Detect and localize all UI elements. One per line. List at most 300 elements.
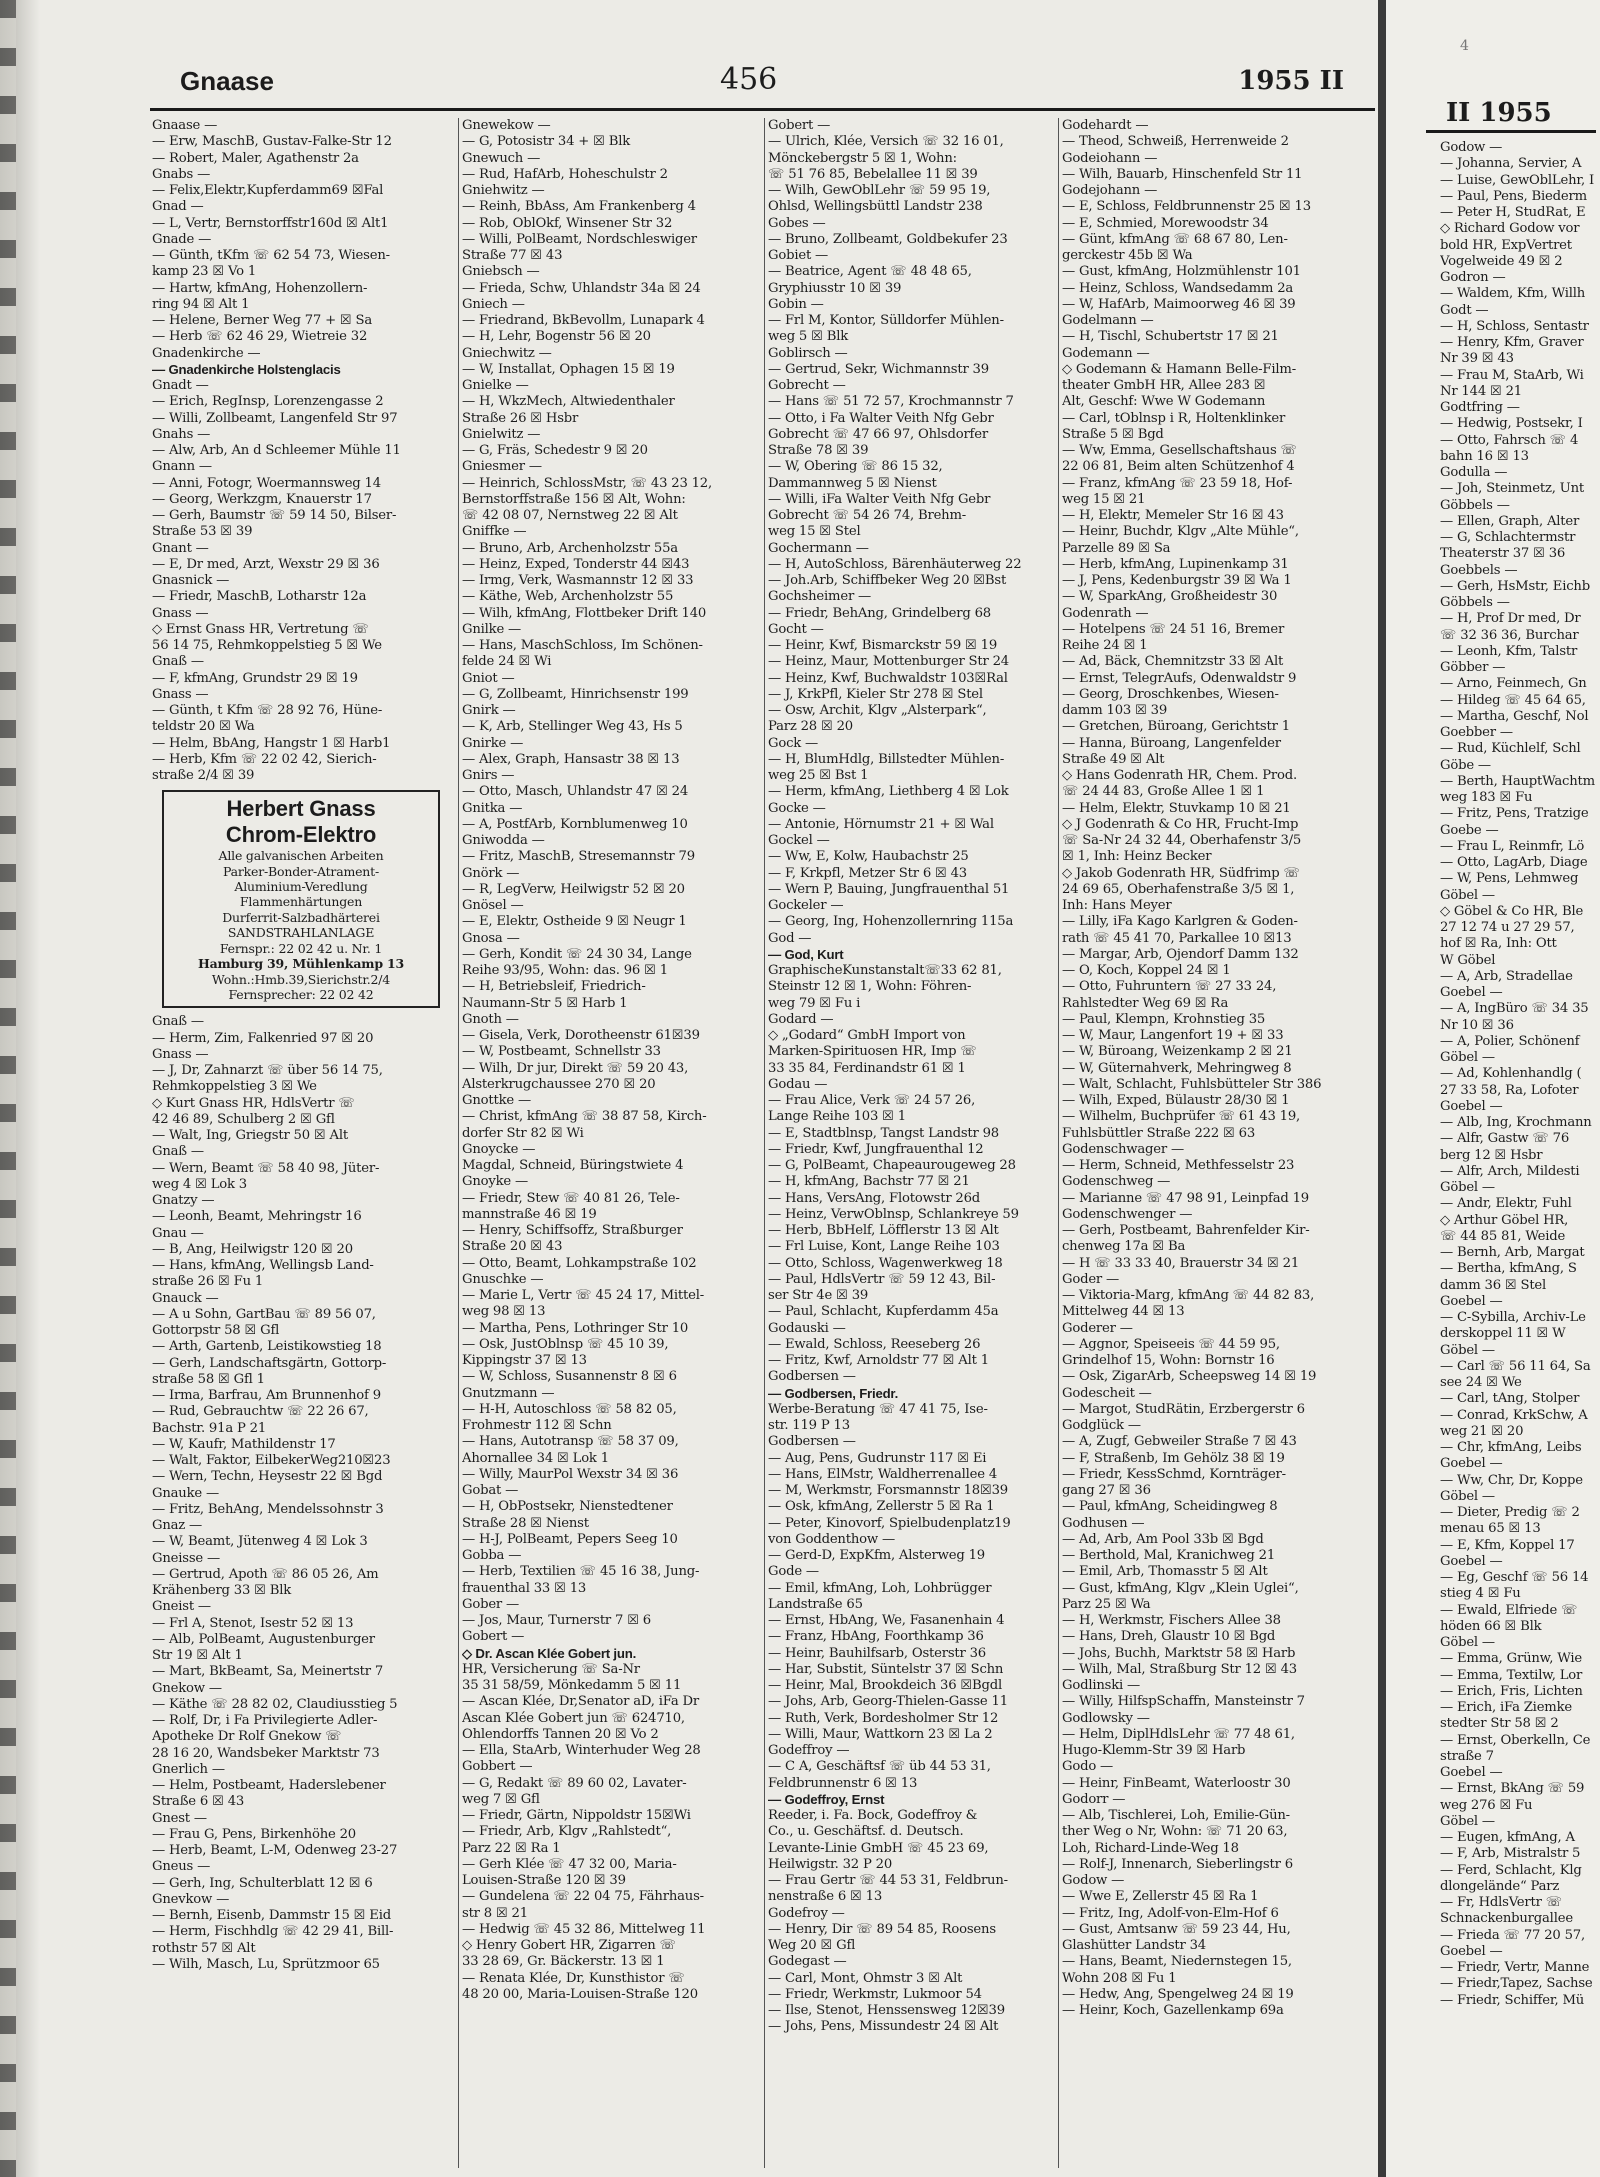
directory-entry-line: dlongelände“ Parz [1440,1878,1560,1894]
directory-entry-line: straße 58 ☒ Gfl 1 [152,1371,265,1387]
directory-entry-line: Göbel — [1440,1635,1495,1650]
directory-entry-line: Gocht — [768,621,824,637]
directory-entry-line: Lange Reihe 103 ☒ 1 [768,1109,906,1125]
directory-entry-line: straße 26 ☒ Fu 1 [152,1274,264,1290]
directory-entry-line: — Renata Klée, Dr, Kunsthistor ☏ [462,1970,685,1986]
directory-entry-line: — Helm, Postbeamt, Haderslebener [152,1778,386,1794]
directory-entry-line: — God, Kurt [768,946,844,962]
ad-line: Fernspr.: 22 02 42 u. Nr. 1 [219,940,383,956]
directory-entry-line: — Wilh, Bauarb, Hinschenfeld Str 11 [1062,166,1303,182]
directory-entry-line: — Berth, HauptWachtm [1440,773,1595,789]
directory-entry-line: ◇ Arthur Göbel HR, [1440,1212,1569,1228]
directory-entry-line: Godelmann — [1062,313,1154,328]
directory-entry-line: — Ferd, Schlacht, Klg [1440,1862,1582,1878]
directory-entry-line: — H, WkzMech, Altwiedenthaler [462,394,675,410]
directory-entry-line: ◇ Kurt Gnass HR, HdlsVertr ☏ [152,1095,355,1111]
directory-entry-line: — W, Pens, Lehmweg [1440,871,1579,887]
directory-entry-line: — A, IngBüro ☏ 34 35 [1440,1001,1589,1017]
directory-entry-line: Reeder, i. Fa. Bock, Godeffroy & [768,1808,978,1823]
directory-entry-line: — Heinr, FinBeamt, Waterloostr 30 [1062,1775,1291,1791]
directory-entry-line: — Felix,Elektr,Kupferdamm69 ☒Fal [152,183,384,198]
directory-entry-line: Gnade — [152,231,212,247]
directory-entry-line: — Eg, Geschf ☏ 56 14 [1440,1570,1589,1585]
directory-entry-line: — Rud, Küchlelf, Schl [1440,741,1581,757]
directory-entry-line: Goder — [1062,1271,1120,1287]
directory-column-5 [1440,140,1600,2177]
directory-entry-line: Göbel — [1440,1050,1495,1065]
directory-entry-line: — Erich, RegInsp, Lorenzengasse 2 [152,394,384,410]
directory-entry-line: Gnabs — [152,166,211,182]
directory-entry-line: — Gertrud, Apoth ☏ 86 05 26, Am [152,1566,379,1582]
directory-entry-line: — H-J, PolBeamt, Pepers Seeg 10 [462,1531,678,1547]
directory-entry-line: Gnewuch — [462,150,541,166]
directory-entry-line: theater GmbH HR, Allee 283 ☒ [1062,378,1266,393]
directory-entry-line: — Fritz, Ing, Adolf-von-Elm-Hof 6 [1062,1905,1279,1921]
directory-entry-line: — Friedr, Kwf, Jungfrauenthal 12 [768,1141,984,1157]
directory-entry-line: — H, Tischl, Schubertstr 17 ☒ 21 [1062,329,1279,345]
directory-entry-line: — Käthe, Web, Archenholzstr 55 [462,589,674,605]
directory-entry-line: felde 24 ☒ Wi [462,654,552,670]
directory-entry-line: — J, KrkPfl, Kieler Str 278 ☒ Stel [768,686,983,702]
directory-entry-line: Godenschweg — [1062,1174,1171,1190]
directory-entry-line: — W, HafArb, Maimoorweg 46 ☒ 39 [1062,296,1296,312]
directory-entry-line: Gniechwitz — [462,345,552,361]
directory-entry-line: — Günt, kfmAng ☏ 68 67 80, Len- [1062,231,1288,247]
directory-entry-line: weg 4 ☒ Lok 3 [152,1176,247,1192]
directory-entry-line: Godau — [768,1076,828,1092]
directory-entry-line: Alt, Geschf: Wwe W Godemann [1062,394,1266,410]
directory-entry-line: — Friedr, BehAng, Grindelberg 68 [768,605,991,621]
directory-entry-line: — Friedr, MaschB, Lotharstr 12a [152,589,367,605]
directory-entry-line: HR, Versicherung ☏ Sa-Nr [462,1661,640,1677]
directory-entry-line: — Hedwig ☏ 45 32 86, Mittelweg 11 [462,1921,706,1937]
directory-entry-line: — Gundelena ☏ 22 04 75, Fährhaus- [462,1889,704,1905]
advertisement-box [162,790,440,1008]
directory-entry-line: — Emil, kfmAng, Loh, Lohbrügger [768,1580,992,1596]
directory-entry-line: 42 46 89, Schulberg 2 ☒ Gfl [152,1111,335,1127]
directory-entry-line: Str 19 ☒ Alt 1 [152,1648,243,1664]
directory-entry-line: — Ella, StaArb, Winterhuder Weg 28 [462,1743,701,1758]
directory-entry-line: — Alfr, Gastw ☏ 76 [1440,1131,1570,1147]
directory-entry-line: Gnaß — [152,1014,204,1030]
directory-entry-line: Co., u. Geschäftsf. d. Deutsch. [768,1824,964,1840]
directory-entry-line: — Fritz, Kwf, Arnoldstr 77 ☒ Alt 1 [768,1353,989,1368]
right-header-rule [1426,130,1596,133]
directory-entry-line: Gnirk — [462,703,516,718]
directory-entry-line: weg 183 ☒ Fu [1440,790,1533,805]
directory-entry-line: Gobin — [768,296,824,312]
directory-entry-line: Godejohann — [1062,183,1158,198]
directory-entry-line: Gock — [768,735,819,751]
directory-column-1 [152,118,442,2168]
directory-entry-line: Dammannweg 5 ☒ Nienst [768,475,937,491]
directory-entry-line: Ohlsd, Wellingsbüttl Landstr 238 [768,199,983,215]
directory-entry-line: Heilwigstr. 32 P 20 [768,1856,893,1872]
ad-line: Parker-Bonder-Atrament- [222,863,379,879]
directory-entry-line: Frohmestr 112 ☒ Schn [462,1418,612,1433]
column-1-entries-top [152,118,442,784]
directory-entry-line: — Gerh, Kondit ☏ 24 30 34, Lange [462,946,692,962]
directory-entry-line: weg 79 ☒ Fu i [768,995,861,1011]
directory-entry-line: — Peter H, StudRat, E [1440,205,1586,220]
column-divider [1058,118,1059,2168]
directory-entry-line: Gneisse — [152,1550,220,1566]
directory-entry-line: — Wilhelm, Buchprüfer ☏ 61 43 19, [1062,1109,1301,1125]
directory-entry-line: — Otto, i Fa Walter Veith Nfg Gebr [768,410,994,426]
ad-line: Wohn.:Hmb.39,Sierichstr.2/4 [211,971,391,987]
directory-entry-line: Gnauck — [152,1290,219,1306]
directory-entry-line: — Ascan Klée, Dr,Senator aD, iFa Dr [462,1694,699,1710]
directory-entry-line: — Margot, StudRätin, Erzbergerstr 6 [1062,1401,1305,1417]
directory-entry-line: — Georg, Droschkenbes, Wiesen- [1062,686,1279,702]
directory-entry-line: — W, Kaufr, Mathildenstr 17 [152,1436,336,1452]
directory-entry-line: ☏ 42 08 07, Nernstweg 22 ☒ Alt [462,508,678,523]
directory-entry-line: — Heinz, Exped, Tonderstr 44 ☒43 [462,556,690,572]
directory-entry-line: Straße 26 ☒ Hsbr [462,410,579,426]
directory-entry-line: weg 276 ☒ Fu [1440,1797,1533,1813]
directory-entry-line: — Hans ☏ 51 72 57, Krochmannstr 7 [768,394,1014,410]
directory-entry-line: Gnösel — [462,898,524,913]
directory-entry-line: Godemann — [1062,345,1150,361]
page-header [180,62,1370,102]
directory-entry-line: — Lilly, iFa Kago Karlgren & Goden- [1062,914,1298,930]
directory-entry-line: — Rud, Gebrauchtw ☏ 22 26 67, [152,1404,369,1420]
directory-entry-line: — Osk, kfmAng, Zellerstr 5 ☒ Ra 1 [768,1499,995,1515]
directory-entry-line: — W, Maur, Langenfort 19 + ☒ 33 [1062,1028,1284,1043]
directory-entry-line: — H, Lehr, Bogenstr 56 ☒ 20 [462,329,651,345]
directory-entry-line: Göbbels — [1440,497,1510,513]
directory-entry-line: — Ulrich, Klée, Versich ☏ 32 16 01, [768,134,1004,150]
directory-entry-line: — Friedrand, BkBevollm, Lunapark 4 [462,313,705,328]
directory-entry-line: Goebel — [1440,1943,1503,1959]
directory-entry-line: Gniffke — [462,524,527,540]
directory-entry-line: — Gisela, Verk, Dorotheenstr 61☒39 [462,1028,700,1043]
directory-entry-line: str 8 ☒ 21 [462,1905,528,1921]
directory-entry-line: Gnass — [152,686,209,702]
directory-entry-line: Godlinski — [1062,1678,1141,1693]
directory-entry-line: Godenrath — [1062,605,1149,621]
directory-entry-line: straße 2/4 ☒ 39 [152,768,255,783]
directory-entry-line: — Hans, ElMstr, Waldherrenallee 4 [768,1466,998,1482]
directory-entry-line: GraphischeKunstanstalt☏33 62 81, [768,963,1002,978]
directory-entry-line: — Willi, iFa Walter Veith Nfg Gebr [768,491,991,507]
directory-entry-line: Göbel — [1440,887,1495,903]
directory-entry-line: Louisen-Straße 120 ☒ 39 [462,1873,626,1888]
directory-entry-line: Gnoth — [462,1011,519,1027]
directory-entry-line: — W, Büroang, Weizenkamp 2 ☒ 21 [1062,1044,1293,1060]
directory-entry-line: Bachstr. 91a P 21 [152,1420,267,1436]
directory-entry-line: — Otto, Beamt, Lohkampstraße 102 [462,1255,697,1271]
directory-entry-line: Gnilke — [462,621,522,637]
directory-entry-line: — Fritz, Pens, Tratzige [1440,806,1589,822]
directory-entry-line: — Hans, Autotransp ☏ 58 37 09, [462,1434,679,1450]
directory-entry-line: — Carl, tAng, Stolper [1440,1391,1580,1407]
directory-entry-line: Göbel — [1440,1813,1495,1829]
directory-entry-line: Godenschwager — [1062,1141,1184,1157]
page-corner-mark: 4 [1460,38,1469,54]
directory-entry-line: Goebel — [1440,1765,1503,1780]
directory-entry-line: — Frau G, Pens, Birkenhöhe 20 [152,1826,356,1842]
directory-entry-line: Levante-Linie GmbH ☏ 45 23 69, [768,1840,989,1856]
directory-entry-line: Gnatzy — [152,1193,215,1209]
directory-entry-line: Gnest — [152,1810,207,1826]
directory-entry-line: Gnewekow — [462,118,551,133]
directory-entry-line: Godhusen — [1062,1515,1145,1531]
directory-entry-line: — Herm, Schneid, Methfesselstr 23 [1062,1158,1295,1173]
directory-entry-line: Godbersen — [768,1434,856,1450]
directory-entry-line: Gneist — [152,1599,211,1615]
directory-entry-line: ☏ Sa-Nr 24 32 44, Oberhafenstr 3/5 [1062,833,1302,848]
directory-entry-line: Gobat — [462,1483,519,1498]
directory-entry-line: — Johs, Pens, Missundestr 24 ☒ Alt [768,2019,999,2035]
directory-entry-line: — Frau L, Reinmfr, Lö [1440,838,1585,854]
directory-entry-line: Glashütter Landstr 34 [1062,1938,1206,1953]
directory-entry-line: Godefroy — [768,1905,845,1921]
directory-entry-line: — Erich, Fris, Lichten [1440,1683,1583,1699]
directory-entry-line: Gniech — [462,296,525,312]
directory-entry-line: — Ww, Chr, Dr, Koppe [1440,1472,1583,1488]
directory-entry-line: — Gertrud, Sekr, Wichmannstr 39 [768,361,989,377]
directory-entry-line: — B, Ang, Heilwigstr 120 ☒ 20 [152,1241,353,1257]
directory-entry-line: ◇ Göbel & Co HR, Ble [1440,903,1584,919]
directory-entry-line: — Heinz, Kwf, Buchwaldstr 103☒Ral [768,670,1008,686]
directory-entry-line: — Gerh, HsMstr, Eichb [1440,578,1590,594]
ad-line: SANDSTRAHLANLAGE [227,925,375,941]
directory-entry-line: Straße 77 ☒ 43 [462,248,563,263]
directory-entry-line: ◇ Dr. Ascan Klée Gobert jun. [462,1645,637,1661]
directory-entry-line: — Franz, kfmAng ☏ 23 59 18, Hof- [1062,475,1293,491]
directory-entry-line: stedter Str 58 ☒ 2 [1440,1716,1559,1732]
right-page [1386,0,1600,2177]
directory-entry-line: — Jos, Maur, Turnerstr 7 ☒ 6 [462,1613,651,1628]
directory-entry-line: Grindelhof 15, Wohn: Bornstr 16 [1062,1353,1275,1368]
directory-entry-line: Gochsheimer — [768,589,872,605]
directory-entry-line: Gnau — [152,1225,204,1241]
directory-entry-line: Godeffroy — [768,1743,850,1758]
directory-entry-line: frauenthal 33 ☒ 13 [462,1580,587,1596]
directory-entry-line: — Chr, kfmAng, Leibs [1440,1440,1582,1455]
directory-entry-line: — Arno, Feinmech, Gn [1440,676,1587,692]
directory-entry-line: — Johs, Arb, Georg-Thielen-Gasse 11 [768,1694,1008,1710]
directory-entry-line: — Frieda, Schw, Uhlandstr 34a ☒ 24 [462,280,701,296]
directory-entry-line: — Gerh, Baumstr ☏ 59 14 50, Bilser- [152,508,397,523]
directory-entry-line: rothstr 57 ☒ Alt [152,1940,256,1956]
directory-entry-line: — Gerd-D, ExpKfm, Alsterweg 19 [768,1548,985,1563]
directory-entry-line: Theaterstr 37 ☒ 36 [1440,546,1566,562]
directory-entry-line: — Henry, Dir ☏ 89 54 85, Roosens [768,1921,996,1937]
directory-column-2 [462,118,752,2168]
directory-entry-line: Straße 6 ☒ 43 [152,1794,245,1810]
directory-entry-line: — Paul, HdlsVertr ☏ 59 12 43, Bil- [768,1271,996,1287]
directory-entry-line: — Antonie, Hörnumstr 21 + ☒ Wal [768,816,994,832]
directory-entry-line: — Theod, Schweiß, Herrenweide 2 [1062,134,1289,150]
directory-entry-line: — Willi, Maur, Wattkorn 23 ☒ La 2 [768,1726,993,1742]
directory-entry-line: — Andr, Elektr, Fuhl [1440,1196,1572,1212]
directory-entry-line: — Ellen, Graph, Alter [1440,513,1580,529]
directory-entry-line: Gober — [462,1596,520,1612]
directory-entry-line: — Heinr, Bauhilfsarb, Osterstr 36 [768,1645,986,1661]
directory-entry-line: — Helm, Elektr, Stuvkamp 10 ☒ 21 [1062,800,1291,816]
ad-line: Flammenhärtungen [239,894,363,910]
directory-entry-line: — Rob, OblOkf, Winsener Str 32 [462,215,673,231]
right-header-year: II 1955 [1446,98,1552,128]
directory-entry-line: — J, Pens, Kedenburgstr 39 ☒ Wa 1 [1062,573,1292,588]
directory-entry-line: — Alfr, Arch, Mildesti [1440,1163,1580,1179]
directory-entry-line: — Wilh, kfmAng, Flottbeker Drift 140 [462,605,707,621]
directory-entry-line: — Fr, HdlsVertr ☏ [1440,1895,1563,1910]
directory-entry-line: — Hotelpens ☏ 24 51 16, Bremer [1062,621,1285,637]
directory-entry-line: — A, Polier, Schönenf [1440,1033,1580,1049]
directory-entry-line: ☏ 24 44 83, Große Allee 1 ☒ 1 [1062,784,1265,800]
directory-entry-line: Godbersen — [768,1369,856,1385]
directory-entry-line: Gnaase — [152,118,218,133]
directory-entry-line: Gnirke — [462,735,524,751]
directory-entry-line: Ohlendorffs Tannen 20 ☒ Vo 2 [462,1726,659,1742]
directory-entry-line: — Frl M, Kontor, Sülldorfer Mühlen- [768,313,1004,328]
directory-entry-line: Parz 22 ☒ Ra 1 [462,1840,561,1856]
directory-entry-line: — H, ObPostsekr, Nienstedtener [462,1499,673,1515]
directory-entry-line: — Bernh, Eisenb, Dammstr 15 ☒ Eid [152,1908,391,1924]
directory-entry-line: Goebel — [1440,1293,1503,1309]
directory-entry-line: — Heinr, Kwf, Bismarckstr 59 ☒ 19 [768,638,998,653]
directory-entry-line: — Irma, Barfrau, Am Brunnenhof 9 [152,1388,381,1404]
directory-entry-line: ◇ Hans Godenrath HR, Chem. Prod. [1062,768,1297,783]
directory-column-4 [1062,118,1352,2168]
directory-entry-line: — Eugen, kfmAng, A [1440,1830,1575,1845]
directory-entry-line: — Franz, HbAng, Foorthkamp 36 [768,1629,984,1645]
directory-entry-line: — J, Dr, Zahnarzt ☏ über 56 14 75, [152,1063,383,1079]
directory-entry-line: 22 06 81, Beim alten Schützenhof 4 [1062,459,1295,475]
directory-entry-line: — Hans, MaschSchloss, Im Schönen- [462,638,703,653]
directory-entry-line: Gnann — [152,459,212,475]
directory-entry-line: — E, Elektr, Ostheide 9 ☒ Neugr 1 [462,914,687,930]
directory-entry-line: ◇ J Godenrath & Co HR, Frucht-Imp [1062,816,1299,832]
directory-entry-line: — Frau Alice, Verk ☏ 24 57 26, [768,1093,976,1108]
directory-entry-line: — Herb, Beamt, L-M, Odenweg 23-27 [152,1843,398,1859]
directory-entry-line: Godauski — [768,1320,846,1336]
directory-entry-line: — Waldem, Kfm, Willh [1440,286,1586,302]
directory-entry-line: — Walt, Faktor, EilbekerWeg210☒23 [152,1453,391,1469]
directory-entry-line: — Ernst, HbAng, We, Fasanenhain 4 [768,1613,1005,1628]
directory-entry-line: Straße 49 ☒ Alt [1062,751,1165,767]
directory-entry-line: — Hans, kfmAng, Wellingsb Land- [152,1258,374,1274]
directory-entry-line: Straße 28 ☒ Nienst [462,1515,589,1531]
directory-entry-line: — Otto, Fuhruntern ☏ 27 33 24, [1062,979,1277,995]
directory-entry-line: von Goddenthow — [768,1531,895,1547]
directory-entry-line: — Rud, HafArb, Hoheschulstr 2 [462,166,668,182]
directory-entry-line: Ascan Klée Gobert jun ☏ 624710, [462,1710,685,1726]
directory-entry-line: rath ☏ 45 41 70, Parkallee 10 ☒13 [1062,930,1292,946]
directory-entry-line: ☏ 51 76 85, Bebelallee 11 ☒ 39 [768,166,978,182]
directory-entry-line: — W, Güternahverk, Mehringweg 8 [1062,1060,1292,1076]
directory-entry-line: weg 15 ☒ Stel [768,524,861,540]
directory-entry-line: — K, Arb, Stellinger Weg 43, Hs 5 [462,719,683,735]
directory-entry-line: — Wilh, Masch, Lu, Sprützmoor 65 [152,1956,380,1972]
directory-entry-line: — Günth, t Kfm ☏ 28 92 76, Hüne- [152,703,383,718]
directory-entry-line: — Martha, Pens, Lothringer Str 10 [462,1320,689,1336]
directory-entry-line: Gnahs — [152,426,211,442]
directory-entry-line: — M, Werkmstr, Forsmannstr 18☒39 [768,1483,1008,1498]
directory-entry-line: Rahlstedter Weg 69 ☒ Ra [1062,995,1229,1011]
directory-entry-line: ☏ 44 85 81, Weide [1440,1228,1566,1244]
directory-entry-line: 35 31 58/59, Mönkedamm 5 ☒ 11 [462,1678,682,1693]
directory-entry-line: Mönckebergstr 5 ☒ 1, Wohn: [768,150,957,166]
directory-entry-line: — Christ, kfmAng ☏ 38 87 58, Kirch- [462,1109,707,1125]
directory-entry-line: — H, BlumHdlg, Billstedter Mühlen- [768,751,1005,767]
directory-entry-line: kamp 23 ☒ Vo 1 [152,264,257,280]
directory-entry-line: — Erw, MaschB, Gustav-Falke-Str 12 [152,134,392,150]
directory-entry-line: — Bruno, Zollbeamt, Goldbekufer 23 [768,231,1008,247]
directory-entry-line: Fuhlsbüttler Straße 222 ☒ 63 [1062,1125,1256,1141]
directory-entry-line: — Frl Luise, Kont, Lange Reihe 103 [768,1239,1000,1255]
directory-entry-line: derskoppel 11 ☒ W [1440,1326,1566,1342]
directory-entry-line: weg 25 ☒ Bst 1 [768,768,869,783]
directory-entry-line: 27 12 74 u 27 29 57, [1440,920,1575,935]
directory-entry-line: — Erich, iFa Ziemke [1440,1700,1573,1715]
directory-entry-line: Gnaß — [152,1144,204,1160]
directory-entry-line: — H, Betriebsleif, Friedrich- [462,979,646,995]
directory-entry-line: Gnoycke — [462,1141,536,1157]
directory-entry-line: — F, Straßenb, Im Gehölz 38 ☒ 19 [1062,1450,1285,1466]
directory-entry-line: ◇ Richard Godow vor [1440,221,1580,237]
directory-entry-line: ser Str 4e ☒ 39 [768,1288,869,1303]
directory-entry-line: Gobbert — [462,1759,533,1775]
directory-entry-line: — Willi, Zollbeamt, Langenfeld Str 97 [152,410,398,426]
directory-entry-line: gerckestr 45b ☒ Wa [1062,248,1193,263]
directory-entry-line: Goebel — [1440,985,1503,1000]
directory-entry-line: Wohn 208 ☒ Fu 1 [1062,1970,1177,1986]
directory-entry-line: Goebber — [1440,725,1513,740]
directory-entry-line: — Ww, Emma, Gesellschaftshaus ☏ [1062,443,1297,458]
directory-entry-line: — Frieda ☏ 77 20 57, [1440,1927,1585,1943]
directory-entry-line: bold HR, ExpVertret [1440,237,1572,253]
directory-entry-line: — Gerh, Landschaftsgärtn, Gottorp- [152,1355,387,1371]
directory-entry-line: — Ruth, Verk, Bordesholmer Str 12 [768,1710,999,1726]
directory-entry-line: — Carl, Mont, Ohmstr 3 ☒ Alt [768,1970,963,1986]
directory-entry-line: — Friedr, Werkmstr, Lukmoor 54 [768,1986,982,2002]
directory-entry-line: — W, Schloss, Susannenstr 8 ☒ 6 [462,1369,677,1385]
directory-entry-line: Göbbels — [1440,595,1510,610]
directory-entry-line: Godescheit — [1062,1385,1152,1401]
directory-entry-line: — Emma, Textilw, Lor [1440,1667,1583,1683]
directory-entry-line: Parz 28 ☒ 20 [768,719,853,735]
directory-entry-line: Gneus — [152,1859,211,1875]
directory-entry-line: Goderer — [1062,1320,1133,1336]
directory-entry-line: nenstraße 6 ☒ 13 [768,1889,883,1905]
directory-entry-line: — Viktoria-Marg, kfmAng ☏ 44 82 83, [1062,1288,1315,1303]
directory-entry-line: — Peter, Kinovorf, Spielbudenplatz19 [768,1515,1011,1531]
directory-entry-line: — Ernst, Oberkelln, Ce [1440,1732,1591,1748]
directory-entry-line: — Osw, Archit, Klgv „Alsterpark“, [768,703,987,718]
directory-entry-line: — A, Zugf, Gebweiler Straße 7 ☒ 43 [1062,1434,1297,1450]
directory-entry-line: Rehmkoppelstieg 3 ☒ We [152,1079,317,1095]
directory-entry-line: Straße 5 ☒ Bgd [1062,426,1164,442]
directory-entry-line: — Friedr, Gärtn, Nippoldstr 15☒Wi [462,1808,691,1823]
directory-entry-line: Inh: Hans Meyer [1062,898,1172,913]
directory-entry-line: — H, Elektr, Memeler Str 16 ☒ 43 [1062,508,1284,523]
directory-entry-line: — Günth, tKfm ☏ 62 54 73, Wiesen- [152,248,390,263]
directory-entry-line: — H, Werkmstr, Fischers Allee 38 [1062,1613,1281,1628]
directory-entry-line: Gnerlich — [152,1761,225,1777]
directory-entry-line: 33 28 69, Gr. Bäckerstr. 13 ☒ 1 [462,1954,665,1970]
directory-entry-line: — Hartw, kfmAng, Hohenzollern- [152,280,368,296]
directory-entry-line: — Hedwig, Postsekr, I [1440,416,1583,432]
directory-entry-line: — W, Postbeamt, Schnellstr 33 [462,1044,661,1060]
ad-line: Durferrit-Salzbadhärterei [222,909,380,925]
directory-entry-line: — Conrad, KrkSchw, A [1440,1407,1588,1423]
directory-entry-line: — Dieter, Predig ☏ 2 [1440,1505,1580,1520]
directory-entry-line: — Otto, LagArb, Diage [1440,855,1588,870]
